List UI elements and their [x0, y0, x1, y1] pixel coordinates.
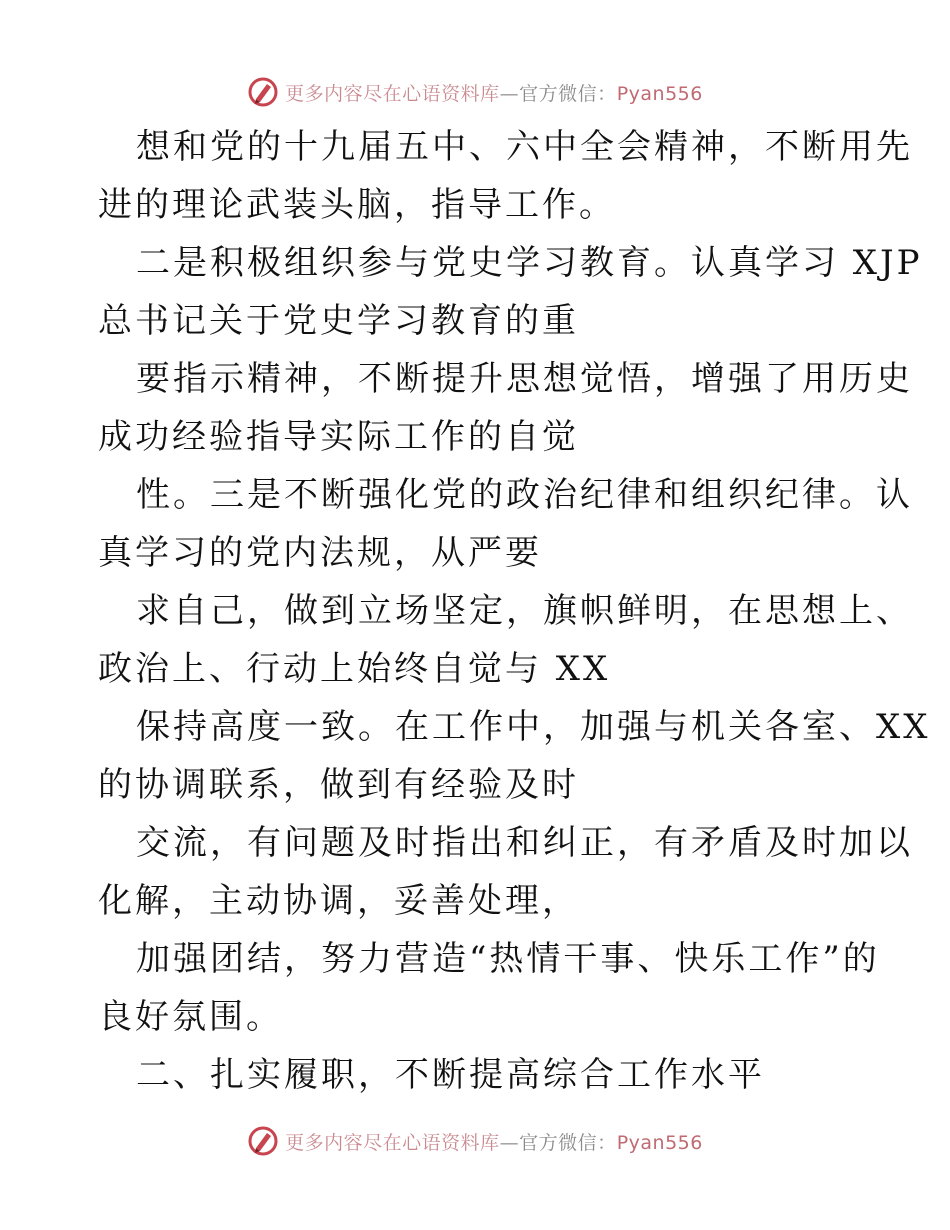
- body-line: 想和党的十九届五中、六中全会精神，不断用先: [136, 127, 913, 167]
- footer-text: [285, 1128, 703, 1155]
- body-line: 成功经验指导实际工作的自觉: [98, 417, 579, 457]
- header-wechat-id: Pyan556: [616, 82, 703, 105]
- body-line: 进的理论武装头脑，指导工作。: [98, 185, 616, 225]
- body-line: 化解，主动协调，妥善处理，: [98, 881, 579, 921]
- header-text: [285, 79, 703, 106]
- body-line: 求自己，做到立场坚定，旗帜鲜明，在思想上、: [136, 591, 913, 631]
- footer-brand-text: 更多内容尽在心语资料库: [285, 1131, 500, 1154]
- footer-wechat-id: Pyan556: [616, 1131, 703, 1154]
- body-line: 要指示精神，不断提升思想觉悟，增强了用历史: [136, 359, 913, 399]
- body-line: 良好氛围。: [98, 997, 283, 1037]
- pen-logo-icon: [247, 76, 279, 108]
- body-line: 保持高度一致。在工作中，加强与机关各室、XX: [136, 707, 931, 747]
- body-line: 交流，有问题及时指出和纠正，有矛盾及时加以: [136, 823, 913, 863]
- pen-logo-icon: [247, 1125, 279, 1157]
- header-banner: [0, 72, 950, 112]
- header-brand-text: 更多内容尽在心语资料库: [285, 82, 500, 105]
- header-separator: —: [499, 82, 520, 105]
- body-line: 政治上、行动上始终自觉与 XX: [98, 649, 611, 689]
- document-body: [98, 118, 931, 1104]
- body-line: 总书记关于党史学习教育的重: [98, 301, 579, 341]
- footer-official-label: 官方微信：: [519, 1131, 617, 1154]
- header-official-label: 官方微信：: [519, 82, 617, 105]
- body-line: 性。三是不断强化党的政治纪律和组织纪律。认: [136, 475, 913, 515]
- section-heading: 二、扎实履职，不断提高综合工作水平: [136, 1055, 765, 1095]
- body-line: 加强团结，努力营造“热情干事、快乐工作”的: [136, 939, 880, 979]
- body-line: 的协调联系，做到有经验及时: [98, 765, 579, 805]
- footer-banner: [0, 1121, 950, 1161]
- body-line: 二是积极组织参与党史学习教育。认真学习 XJP: [136, 243, 923, 283]
- footer-separator: —: [499, 1131, 520, 1154]
- body-line: 真学习的党内法规，从严要: [98, 533, 542, 573]
